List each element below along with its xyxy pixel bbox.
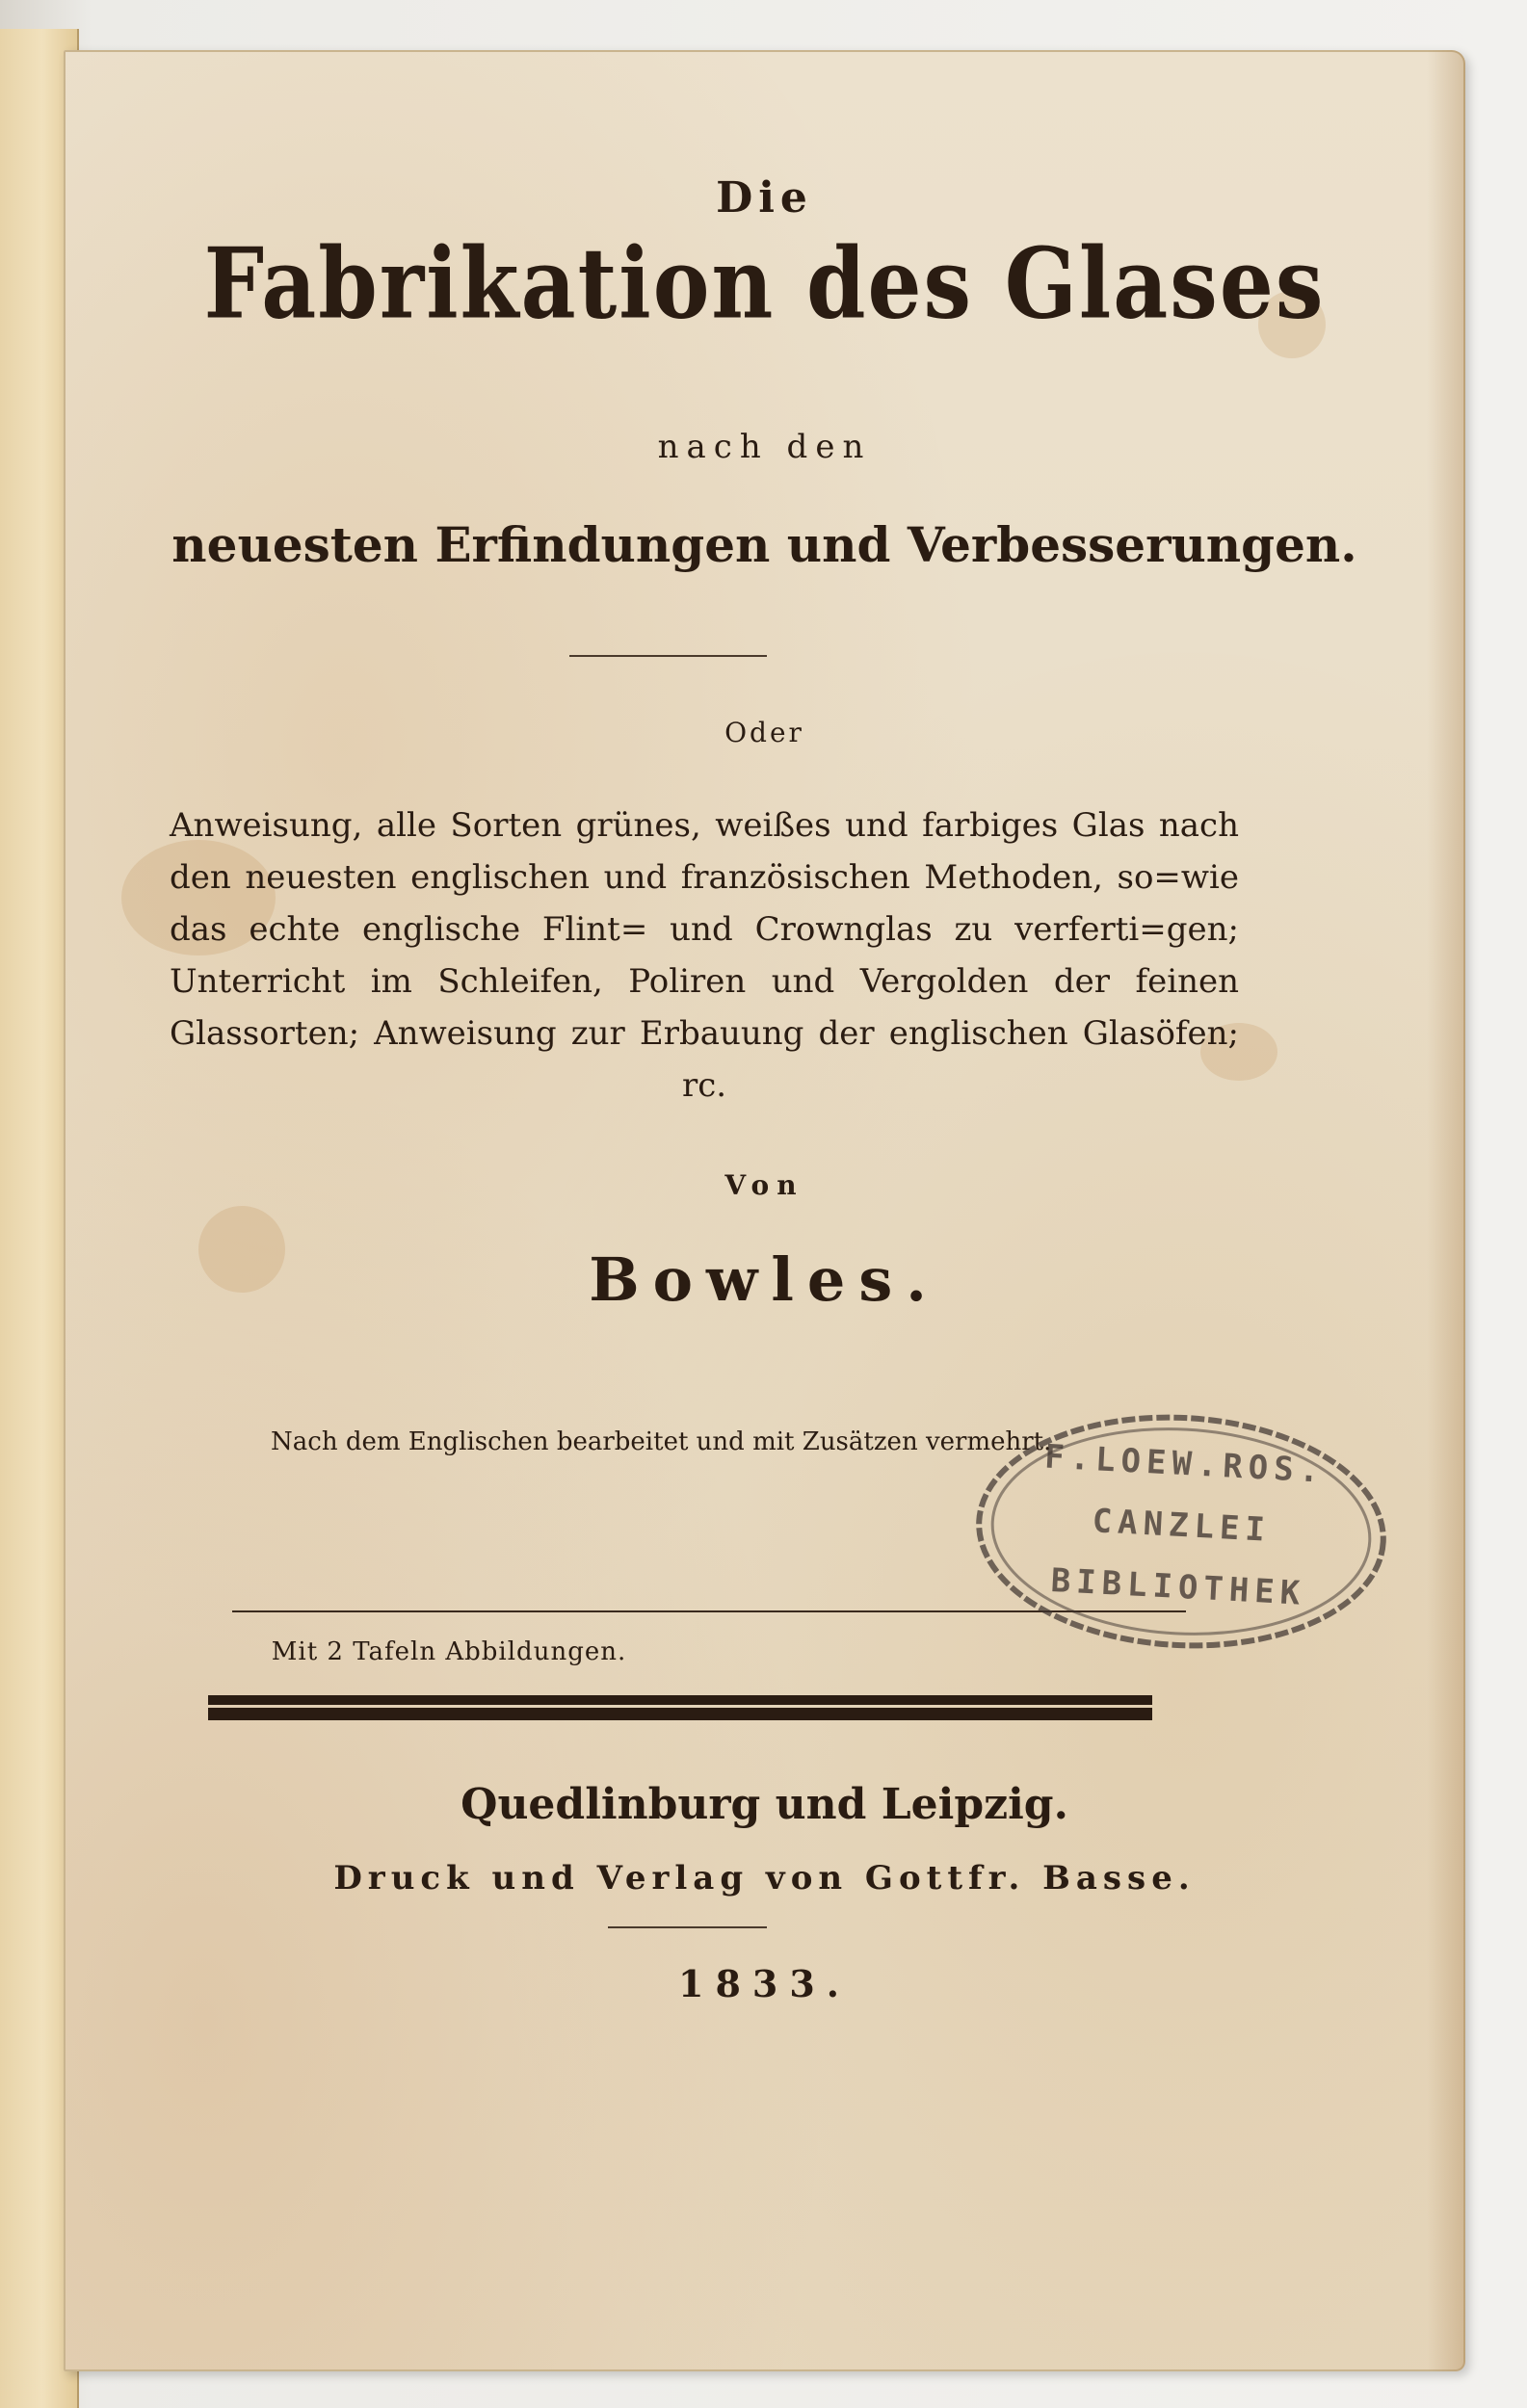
title-page [64, 50, 1465, 2371]
subtitle: neuesten Erfindungen und Verbesserungen. [171, 516, 1357, 573]
stamp-line-3: BIBLIOTHEK [1049, 1561, 1307, 1613]
title-nach-den: nach den [657, 428, 872, 466]
imprint-city: Quedlinburg und Leipzig. [461, 1780, 1068, 1829]
translation-note: Nach dem Englischen bearbeitet und mit Zusätzen vermehrt. [271, 1427, 1052, 1456]
oder-label: Oder [724, 717, 804, 748]
author-name: Bowles. [589, 1244, 940, 1315]
imprint-year: 1833. [678, 1962, 851, 2005]
divider-rule [569, 655, 767, 657]
divider-rule [608, 1926, 767, 1928]
description-paragraph: Anweisung, alle Sorten grünes, weißes und farbiges Glas nach den neuesten englischen und französischen Methoden, so=wie das echte englische Flint= und Crownglas zu verferti=gen; Unterricht im Schleifen, Poliren und Vergolden der feinen Glassorten; Anweisung zur Erbauung der englischen Glasöfen; rc. [170, 806, 1239, 1105]
stamp-line-2: CANZLEI [1091, 1502, 1272, 1550]
double-rule [208, 1695, 1152, 1720]
imprint-publisher: Druck und Verlag von Gottfr. Basse. [333, 1859, 1196, 1898]
von-label: Von [724, 1169, 804, 1201]
page-edge-shade [1427, 50, 1465, 2371]
library-stamp [962, 1396, 1399, 1668]
plates-note: Mit 2 Tafeln Abbildungen. [271, 1637, 627, 1666]
title-die: Die [716, 173, 813, 222]
main-title: Fabrikation des Glases [203, 225, 1326, 341]
stamp-line-1: F.LOEW.ROS. [1043, 1437, 1327, 1491]
